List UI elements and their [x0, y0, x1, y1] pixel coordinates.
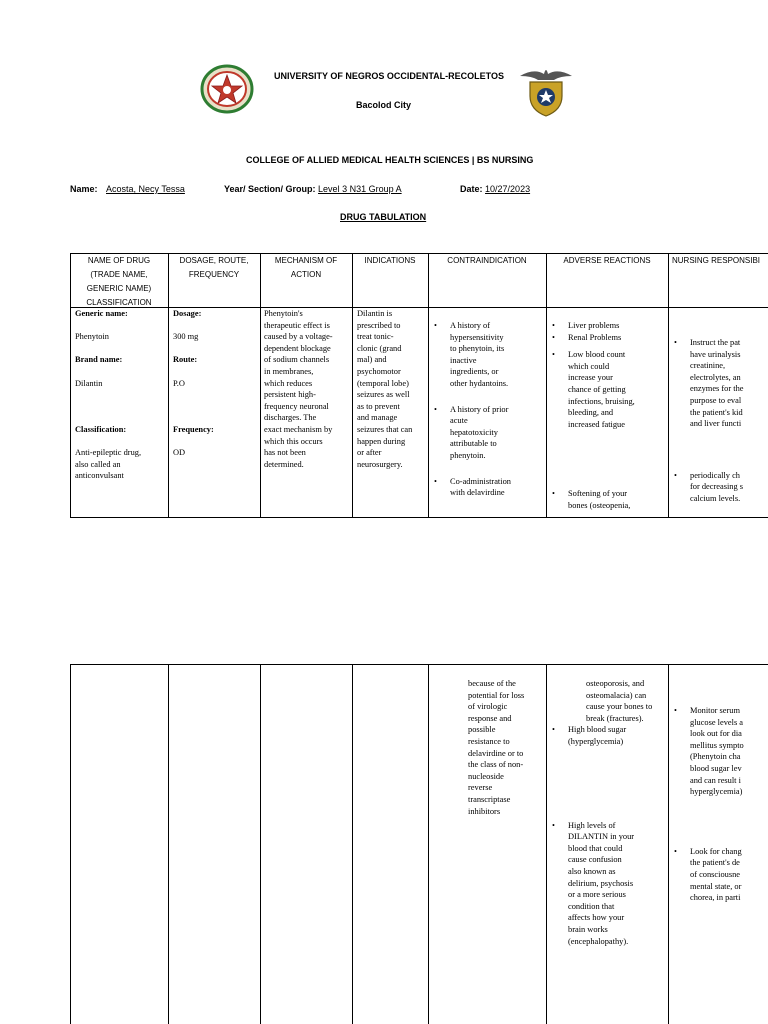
header-line: FREQUENCY	[188, 270, 240, 279]
classification-line: also called an	[75, 459, 121, 469]
list-item-line: • Co-administration	[450, 476, 511, 486]
contraindication-line: possible	[468, 725, 496, 735]
adverse-line: cause your bones to	[586, 702, 653, 712]
list-item-line: attributable to	[450, 439, 497, 449]
mechanism-line: dependent blockage	[264, 343, 331, 353]
list-item-line: blood sugar lev	[690, 763, 742, 773]
adverse-line: break (fractures).	[586, 713, 644, 723]
cell-mechanism	[264, 308, 352, 470]
dosage-label: Dosage:	[173, 309, 202, 318]
date-row	[460, 184, 544, 194]
list-item-line: • Instruct the pat	[690, 338, 741, 347]
list-item-line: • A history of	[450, 321, 491, 330]
mechanism-line: therapeutic effect is	[264, 320, 330, 330]
contraindication-line: resistance to	[468, 736, 510, 746]
cell-indications	[357, 308, 427, 470]
indications-line: and manage	[357, 413, 398, 423]
frequency-label: Frequency:	[173, 424, 214, 434]
list-item-line: with delavirdine	[450, 488, 505, 498]
mechanism-line: of sodium channels	[264, 355, 330, 365]
list-item-line: acute	[450, 416, 468, 426]
adverse-list-a	[550, 320, 666, 343]
indications-line: psychomotor	[357, 366, 401, 376]
list-item-line: look out for dia	[690, 729, 742, 739]
adverse-list-c	[550, 488, 666, 511]
list-item-line: condition that	[568, 901, 615, 911]
mechanism-line: Phenytoin's	[264, 309, 303, 318]
list-item-line: (Phenytoin cha	[690, 752, 741, 762]
mechanism-line: has not been	[264, 448, 306, 458]
mechanism-line: which reduces	[264, 378, 313, 388]
header-line: GENERIC NAME)	[86, 284, 152, 293]
contraindication-line: transcriptase	[468, 794, 511, 804]
university-seal-icon	[200, 64, 254, 114]
header-line: NAME OF DRUG	[87, 256, 151, 265]
list-item-line: mellitus sympto	[690, 740, 744, 750]
frequency-value: OD	[173, 448, 186, 458]
list-item-line: • High levels of	[568, 820, 616, 830]
section-row	[224, 184, 402, 194]
list-item-line: calcium levels.	[690, 493, 741, 503]
list-item-line: for decreasing s	[690, 482, 744, 492]
list-item	[550, 349, 666, 430]
list-item-line: • Renal Problems	[568, 332, 622, 342]
indications-line: prescribed to	[357, 320, 401, 330]
list-item-line: blood that could	[568, 843, 623, 853]
list-item-line: mental state, or	[690, 881, 742, 891]
indications-line: seizures as well	[357, 390, 410, 400]
list-item	[672, 705, 768, 798]
list-item	[672, 470, 768, 505]
list-item	[550, 724, 668, 747]
header-indications	[352, 254, 428, 268]
list-item-line: which could	[568, 361, 610, 371]
list-item-line: or a more serious	[568, 890, 626, 900]
nursing-list-b	[672, 470, 768, 505]
name-label: Name:	[70, 184, 98, 194]
list-item	[672, 337, 768, 430]
list-item-line: ingredients, or	[450, 367, 499, 377]
contraindication-line: because of the	[468, 679, 516, 688]
list-item	[550, 332, 666, 344]
list-item-line: hyperglycemia)	[690, 787, 743, 797]
indications-line: happen during	[357, 436, 406, 446]
header-line: ADVERSE REACTIONS	[563, 256, 651, 265]
list-item-line: cause confusion	[568, 855, 622, 865]
list-item-line: (hyperglycemia)	[568, 736, 624, 746]
list-item-line: • Monitor serum	[690, 706, 741, 715]
recoletos-crest-icon	[516, 62, 576, 118]
header-adverse-reactions	[546, 254, 668, 268]
header-line: (TRADE NAME,	[90, 270, 148, 279]
header-dosage	[168, 254, 260, 282]
section-value: Level 3 N31 Group A	[318, 184, 402, 194]
list-item-line: also known as	[568, 866, 616, 876]
list-item-line: electrolytes, an	[690, 372, 741, 382]
header-line: CONTRAINDICATION	[447, 256, 527, 265]
contraindication-line: potential for loss	[468, 690, 525, 700]
list-item-line: affects how your	[568, 913, 625, 923]
header-nursing	[672, 254, 768, 268]
doc-title: DRUG TABULATION	[340, 212, 427, 222]
list-item	[432, 404, 544, 462]
adverse-list-e	[550, 820, 668, 948]
list-item-line: • Low blood count	[568, 350, 626, 360]
contraindication-line: reverse	[468, 783, 493, 793]
adverse-continued-text	[568, 678, 668, 724]
cell-contraindication-continued	[468, 678, 544, 817]
mechanism-line: frequency neuronal	[264, 401, 329, 411]
list-item-line: (encephalopathy).	[568, 936, 629, 946]
route-label: Route:	[173, 355, 198, 365]
list-item-line: enzymes for the	[690, 384, 744, 394]
list-item-line: • High blood sugar	[568, 725, 627, 735]
dosage-value: 300 mg	[173, 332, 199, 342]
date-value: 10/27/2023	[485, 184, 531, 194]
indications-line: neurosurgery.	[357, 459, 403, 469]
list-item-line: the patient's kid	[690, 407, 743, 417]
list-item-line: delirium, psychosis	[568, 878, 634, 888]
list-item-line: bleeding, and	[568, 408, 614, 418]
list-item-line: • A history of prior	[450, 404, 509, 414]
brand-name-label: Brand name:	[75, 355, 123, 365]
cell-nursing	[672, 337, 768, 505]
adverse-list-b	[550, 349, 666, 430]
mechanism-line: caused by a voltage-	[264, 332, 333, 342]
list-item-line: other hydantoins.	[450, 378, 509, 388]
contraindication-line: the class of non-	[468, 760, 524, 770]
list-item-line: • periodically ch	[690, 470, 740, 480]
indications-line: Dilantin is	[357, 309, 393, 318]
list-item-line: to phenytoin, its	[450, 344, 505, 354]
header-line: MECHANISM OF	[274, 256, 338, 265]
contraindication-line: response and	[468, 713, 512, 723]
list-item-line: bones (osteopenia,	[568, 500, 631, 510]
contraindication-line: delavirdine or to	[468, 748, 524, 758]
list-item-line: increase your	[568, 373, 613, 383]
list-item-line: have urinalysis	[690, 349, 741, 359]
city-name: Bacolod City	[356, 100, 412, 110]
university-name: UNIVERSITY OF NEGROS OCCIDENTAL-RECOLETOS	[274, 71, 505, 81]
header-line: NURSING RESPONSIBI	[672, 256, 761, 265]
header-contraindication	[428, 254, 546, 268]
contraindication-list	[432, 320, 544, 499]
adverse-line: osteomalacia) can	[586, 690, 647, 700]
cell-name-of-drug	[75, 308, 167, 482]
list-item-line: inactive	[450, 355, 477, 365]
classification-value	[75, 447, 167, 482]
indications-line: as to prevent	[357, 401, 400, 411]
indications-line: seizures that can	[357, 424, 413, 434]
name-value: Acosta, Necy Tessa	[106, 184, 185, 194]
route-value: P.O	[173, 378, 185, 388]
contraindication-line: inhibitors	[468, 806, 501, 816]
list-item	[672, 846, 768, 904]
list-item-line: • Softening of your	[568, 489, 628, 499]
mechanism-line: discharges. The	[264, 413, 317, 423]
list-item-line: of consciousne	[690, 869, 741, 879]
classification-line: anticonvulsant	[75, 471, 124, 481]
cell-nursing-continued	[672, 705, 768, 904]
list-item-line: hypersensitivity	[450, 332, 504, 342]
mechanism-line: determined.	[264, 459, 304, 469]
list-item	[550, 320, 666, 332]
indications-line: or after	[357, 448, 382, 458]
header-name-of-drug	[70, 254, 168, 310]
nursing-list-d	[672, 846, 768, 904]
list-item	[550, 488, 666, 511]
brand-name-value: Dilantin	[75, 378, 103, 388]
mechanism-line: which this occurs	[264, 436, 323, 446]
classification-label: Classification:	[75, 424, 127, 434]
list-item-line: brain works	[568, 924, 608, 934]
adverse-line: osteoporosis, and	[586, 679, 645, 688]
list-item-line: infections, bruising,	[568, 396, 635, 406]
header-mechanism	[260, 254, 352, 282]
mechanism-line: in membranes,	[264, 366, 314, 376]
indications-line: clonic (grand	[357, 343, 402, 353]
list-item	[550, 820, 668, 948]
list-item-line: DILANTIN in your	[568, 832, 635, 842]
contraindication-line: of virologic	[468, 702, 508, 712]
header-line: ACTION	[290, 270, 322, 279]
section-label: Year/ Section/ Group:	[224, 184, 316, 194]
header-line: DOSAGE, ROUTE,	[179, 256, 249, 265]
indications-line: treat tonic-	[357, 332, 394, 342]
list-item-line: increased fatigue	[568, 419, 625, 429]
generic-name-label: Generic name:	[75, 309, 128, 318]
name-row	[70, 184, 197, 194]
mechanism-line: persistent high-	[264, 390, 316, 400]
mechanism-line: exact mechanism by	[264, 424, 333, 434]
list-item-line: and can result i	[690, 775, 741, 785]
list-item-line: the patient's de	[690, 858, 740, 868]
list-item-line: and liver functi	[690, 419, 742, 429]
list-item-line: creatinine,	[690, 361, 726, 371]
date-label: Date:	[460, 184, 483, 194]
list-item-line: hepatotoxicity	[450, 427, 498, 437]
cell-contraindication	[432, 320, 544, 499]
indications-line: mal) and	[357, 355, 387, 365]
cell-dosage	[173, 308, 259, 459]
indications-line: (temporal lobe)	[357, 378, 409, 388]
nursing-list-a	[672, 337, 768, 430]
list-item-line: purpose to eval	[690, 395, 742, 405]
list-item-line: • Liver problems	[568, 321, 620, 330]
list-item-line: chance of getting	[568, 384, 626, 394]
generic-name-value: Phenytoin	[75, 332, 109, 342]
list-item-line: • Look for chang	[690, 846, 742, 856]
list-item-line: glucose levels a	[690, 717, 744, 727]
header-line: CLASSIFICATION	[86, 298, 152, 307]
list-item	[432, 320, 544, 390]
college-name: COLLEGE OF ALLIED MEDICAL HEALTH SCIENCES | BS NURSING	[246, 155, 534, 165]
cell-adverse-continued	[568, 678, 668, 947]
cell-adverse-reactions	[550, 320, 666, 512]
list-item	[432, 476, 544, 499]
list-item-line: phenytoin.	[450, 450, 486, 460]
header-line: INDICATIONS	[364, 256, 416, 265]
adverse-list-d	[550, 724, 668, 747]
contraindication-line: nucleoside	[468, 771, 504, 781]
nursing-list-c	[672, 705, 768, 798]
list-item-line: chorea, in parti	[690, 893, 741, 903]
classification-line: Anti-epileptic drug,	[75, 448, 142, 458]
